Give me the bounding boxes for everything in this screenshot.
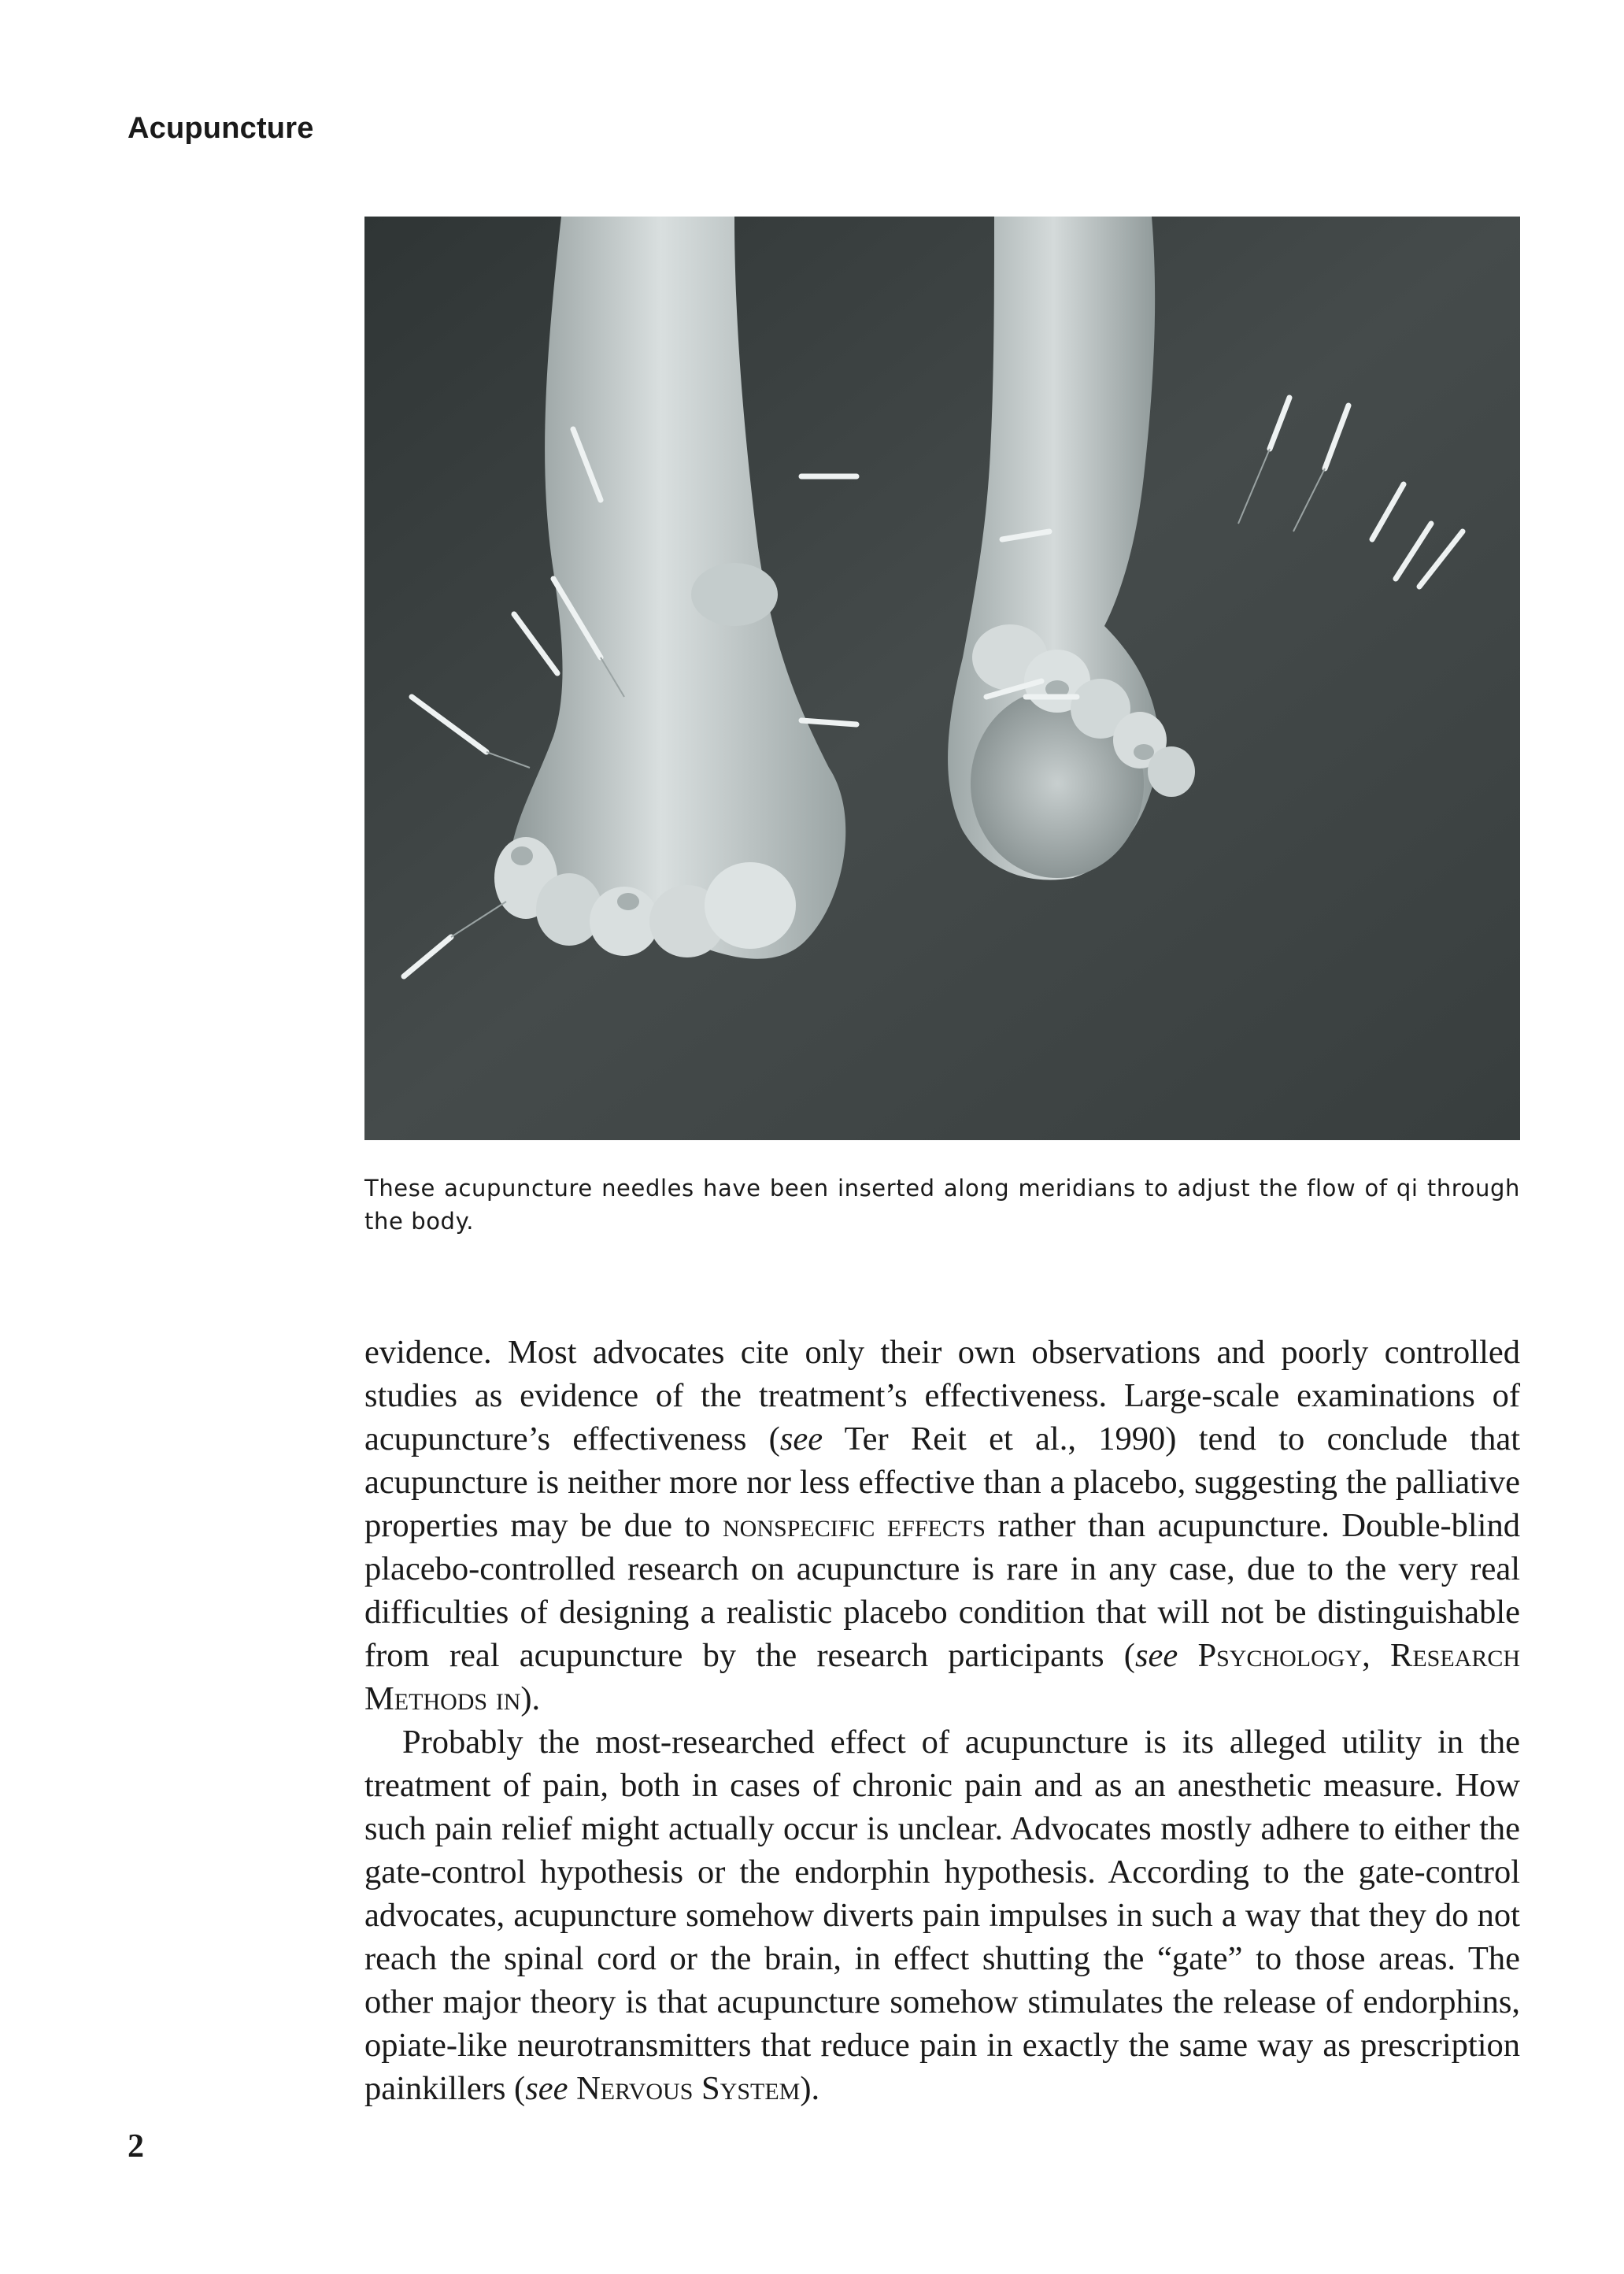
cross-reference-nonspecific-effects: nonspecific effects [723,1507,986,1544]
acupuncture-photo [364,217,1520,1140]
text-run: ). [800,2070,820,2107]
text-run: evidence. Most advocates cite only their own observations and poorly controlled studies as evidence of the treatment’s effectiveness. Large-scale examinations of acupuncture’s effectiveness ( [364,1334,1520,1457]
cross-reference-nervous-system: Nervous System [576,2070,801,2107]
text-run: ). [520,1680,541,1717]
text-run: rather than acupuncture. Double-blind placebo-controlled research on acupuncture is rare in any case, due to the very real difficulties of designing a realistic placebo condition that will not be distinguishable from real acupuncture by the research participants ( [364,1507,1520,1674]
paragraph [364,1331,1520,1720]
see-reference: see [525,2070,568,2107]
cross-reference-psychology-research-methods: Psychology, Research Methods in [364,1637,1520,1717]
figure-caption: These acupuncture needles have been inserted along meridians to adjust the flow of qi through the body. [364,1175,1520,1235]
paragraph [364,1720,1520,2110]
see-reference: see [1134,1637,1178,1674]
text-run [1178,1637,1197,1674]
text-run: Probably the most-researched effect of acupuncture is its alleged utility in the treatment of pain, both in cases of chronic pain and as an anesthetic measure. How such pain relief might actually occur is unclear. Advocates mostly adhere to either the gate-control hypothesis or the endorphin hypothesis. According to the gate-control advocates, acupuncture somehow diverts pain impulses in such a way that they do not reach the spinal cord or the brain, in effect shutting the “gate” to those areas. The other major theory is that acupuncture somehow stimulates the release of endorphins, opiate-like neurotransmitters that reduce pain in exactly the same way as prescription painkillers ( [364,1724,1520,2107]
running-head-title: Acupuncture [128,112,314,145]
article-body [364,1331,1520,2110]
see-reference: see [779,1420,823,1457]
text-run [568,2070,576,2107]
text-run: Ter Reit et al., 1990) tend to conclude that acupuncture is neither more nor less effective than a placebo, suggesting the palliative properties may be due to [364,1420,1521,1544]
page-number: 2 [128,2128,144,2165]
